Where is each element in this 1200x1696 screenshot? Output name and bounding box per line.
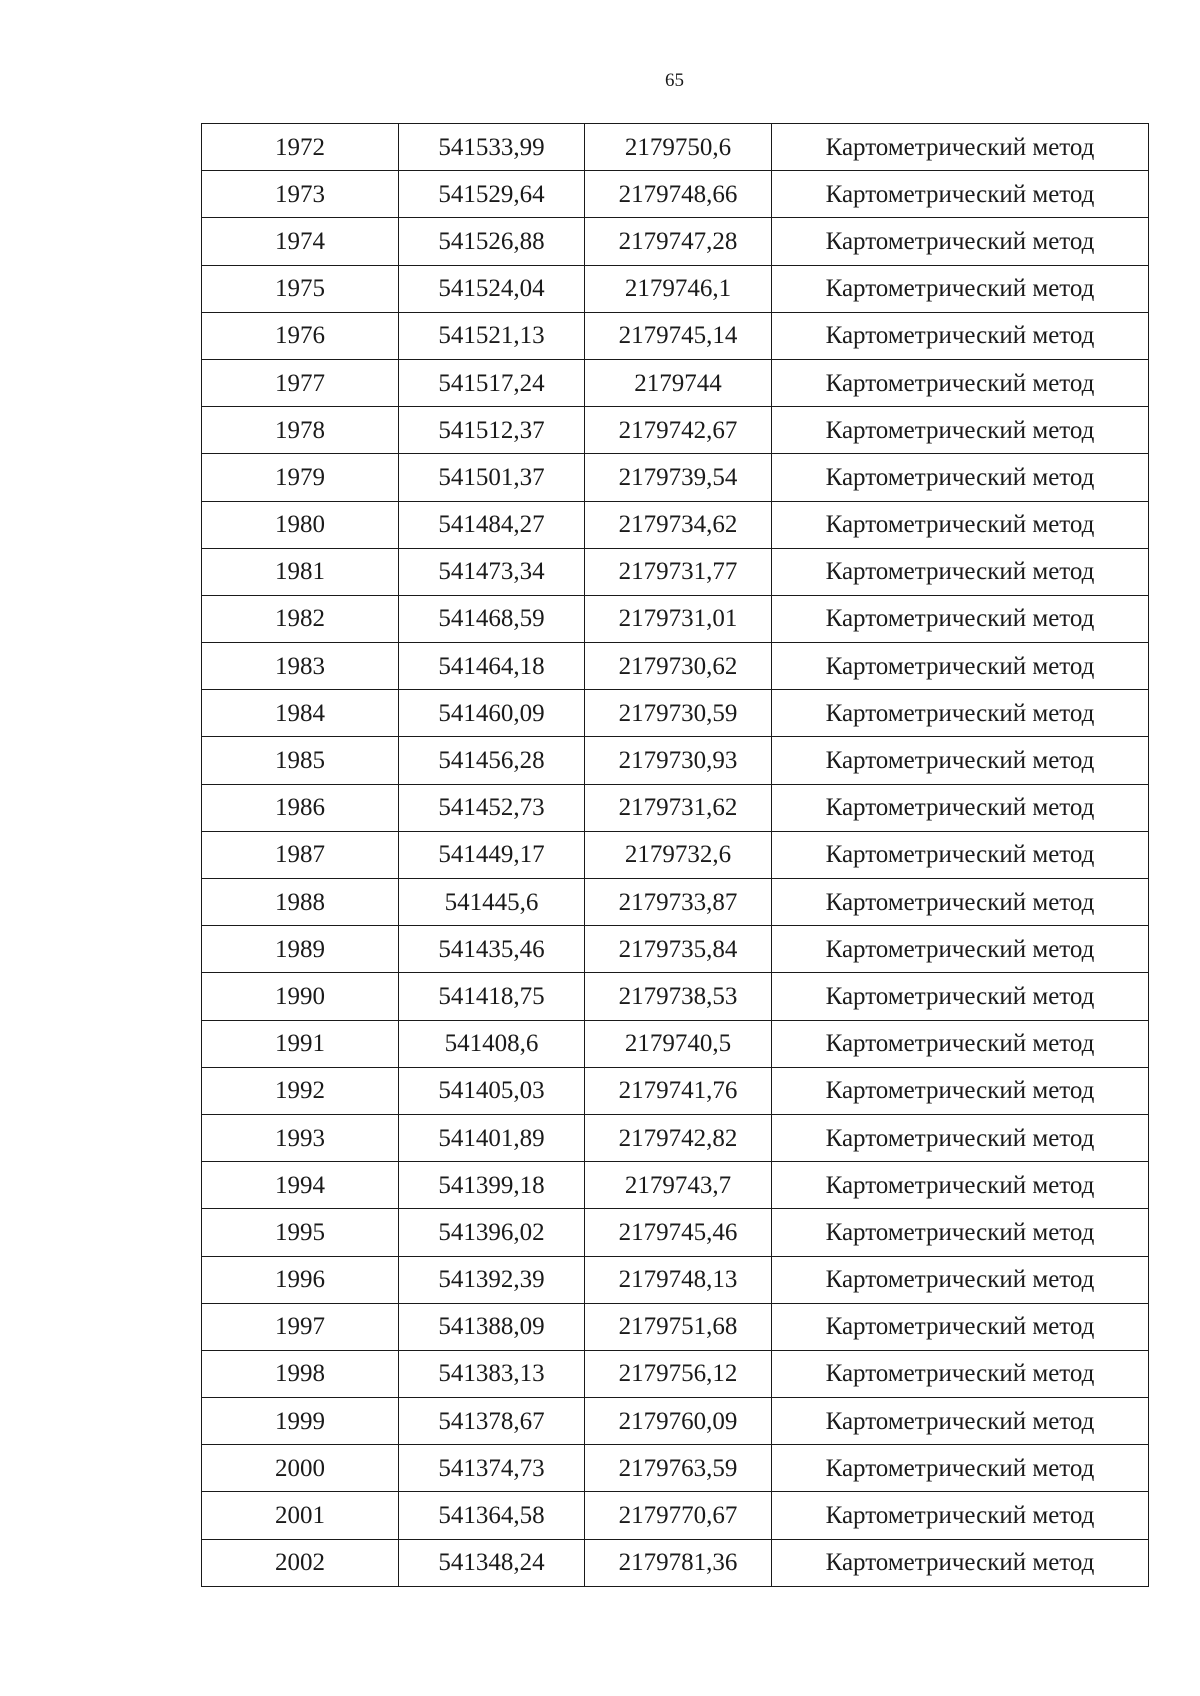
cell-y-coordinate: 2179750,6	[585, 124, 772, 171]
cell-method: Картометрический метод	[772, 265, 1149, 312]
table-row	[202, 1445, 1149, 1492]
cell-x-coordinate: 541364,58	[399, 1492, 585, 1539]
cell-point-number: 1996	[202, 1256, 399, 1303]
cell-x-coordinate: 541456,28	[399, 737, 585, 784]
cell-y-coordinate: 2179730,93	[585, 737, 772, 784]
cell-x-coordinate: 541399,18	[399, 1162, 585, 1209]
cell-method: Картометрический метод	[772, 312, 1149, 359]
cell-y-coordinate: 2179770,67	[585, 1492, 772, 1539]
table-row	[202, 595, 1149, 642]
cell-x-coordinate: 541521,13	[399, 312, 585, 359]
table-row	[202, 1492, 1149, 1539]
cell-point-number: 1986	[202, 784, 399, 831]
cell-y-coordinate: 2179734,62	[585, 501, 772, 548]
cell-y-coordinate: 2179744	[585, 359, 772, 406]
cell-method: Картометрический метод	[772, 1539, 1149, 1586]
cell-point-number: 2000	[202, 1445, 399, 1492]
cell-x-coordinate: 541526,88	[399, 218, 585, 265]
cell-x-coordinate: 541517,24	[399, 359, 585, 406]
cell-y-coordinate: 2179747,28	[585, 218, 772, 265]
cell-y-coordinate: 2179741,76	[585, 1067, 772, 1114]
cell-y-coordinate: 2179760,09	[585, 1398, 772, 1445]
cell-point-number: 1990	[202, 973, 399, 1020]
table-row	[202, 690, 1149, 737]
cell-point-number: 1995	[202, 1209, 399, 1256]
cell-y-coordinate: 2179748,66	[585, 171, 772, 218]
cell-point-number: 1998	[202, 1350, 399, 1397]
cell-method: Картометрический метод	[772, 218, 1149, 265]
table-row	[202, 973, 1149, 1020]
cell-y-coordinate: 2179745,14	[585, 312, 772, 359]
table-row	[202, 359, 1149, 406]
cell-y-coordinate: 2179763,59	[585, 1445, 772, 1492]
cell-method: Картометрический метод	[772, 690, 1149, 737]
cell-method: Картометрический метод	[772, 1492, 1149, 1539]
cell-point-number: 1978	[202, 407, 399, 454]
cell-point-number: 1975	[202, 265, 399, 312]
cell-method: Картометрический метод	[772, 1398, 1149, 1445]
cell-method: Картометрический метод	[772, 879, 1149, 926]
table-row	[202, 171, 1149, 218]
table-row	[202, 312, 1149, 359]
cell-x-coordinate: 541388,09	[399, 1303, 585, 1350]
cell-method: Картометрический метод	[772, 595, 1149, 642]
cell-x-coordinate: 541396,02	[399, 1209, 585, 1256]
cell-point-number: 1982	[202, 595, 399, 642]
cell-x-coordinate: 541512,37	[399, 407, 585, 454]
cell-y-coordinate: 2179746,1	[585, 265, 772, 312]
cell-y-coordinate: 2179730,59	[585, 690, 772, 737]
cell-x-coordinate: 541418,75	[399, 973, 585, 1020]
cell-y-coordinate: 2179742,67	[585, 407, 772, 454]
cell-y-coordinate: 2179733,87	[585, 879, 772, 926]
cell-point-number: 1979	[202, 454, 399, 501]
cell-y-coordinate: 2179731,01	[585, 595, 772, 642]
cell-method: Картометрический метод	[772, 1067, 1149, 1114]
table-row	[202, 407, 1149, 454]
coordinates-table	[201, 123, 1149, 1587]
cell-method: Картометрический метод	[772, 1445, 1149, 1492]
cell-x-coordinate: 541501,37	[399, 454, 585, 501]
cell-x-coordinate: 541383,13	[399, 1350, 585, 1397]
cell-y-coordinate: 2179751,68	[585, 1303, 772, 1350]
cell-method: Картометрический метод	[772, 737, 1149, 784]
cell-point-number: 1972	[202, 124, 399, 171]
cell-y-coordinate: 2179732,6	[585, 831, 772, 878]
cell-y-coordinate: 2179731,77	[585, 548, 772, 595]
cell-x-coordinate: 541468,59	[399, 595, 585, 642]
cell-x-coordinate: 541405,03	[399, 1067, 585, 1114]
cell-y-coordinate: 2179730,62	[585, 643, 772, 690]
cell-method: Картометрический метод	[772, 454, 1149, 501]
table-row	[202, 737, 1149, 784]
page-number: 65	[665, 70, 684, 91]
cell-x-coordinate: 541408,6	[399, 1020, 585, 1067]
table-row	[202, 548, 1149, 595]
cell-point-number: 1997	[202, 1303, 399, 1350]
cell-y-coordinate: 2179735,84	[585, 926, 772, 973]
table-row	[202, 1114, 1149, 1161]
cell-method: Картометрический метод	[772, 831, 1149, 878]
table-row	[202, 124, 1149, 171]
cell-y-coordinate: 2179738,53	[585, 973, 772, 1020]
cell-x-coordinate: 541401,89	[399, 1114, 585, 1161]
cell-method: Картометрический метод	[772, 1020, 1149, 1067]
cell-point-number: 1974	[202, 218, 399, 265]
cell-point-number: 1989	[202, 926, 399, 973]
table-row	[202, 1020, 1149, 1067]
table-row	[202, 1350, 1149, 1397]
table-row	[202, 1303, 1149, 1350]
cell-method: Картометрический метод	[772, 171, 1149, 218]
cell-x-coordinate: 541378,67	[399, 1398, 585, 1445]
cell-point-number: 1985	[202, 737, 399, 784]
cell-x-coordinate: 541460,09	[399, 690, 585, 737]
cell-x-coordinate: 541533,99	[399, 124, 585, 171]
cell-y-coordinate: 2179748,13	[585, 1256, 772, 1303]
table-row	[202, 454, 1149, 501]
table-row	[202, 501, 1149, 548]
cell-point-number: 1991	[202, 1020, 399, 1067]
cell-x-coordinate: 541348,24	[399, 1539, 585, 1586]
cell-method: Картометрический метод	[772, 973, 1149, 1020]
cell-y-coordinate: 2179731,62	[585, 784, 772, 831]
coordinates-table-body	[202, 124, 1149, 1587]
cell-method: Картометрический метод	[772, 1350, 1149, 1397]
cell-point-number: 1973	[202, 171, 399, 218]
cell-x-coordinate: 541374,73	[399, 1445, 585, 1492]
table-row	[202, 218, 1149, 265]
table-row	[202, 1067, 1149, 1114]
cell-point-number: 1980	[202, 501, 399, 548]
cell-x-coordinate: 541529,64	[399, 171, 585, 218]
table-row	[202, 784, 1149, 831]
cell-method: Картометрический метод	[772, 1114, 1149, 1161]
table-row	[202, 643, 1149, 690]
cell-x-coordinate: 541445,6	[399, 879, 585, 926]
cell-y-coordinate: 2179739,54	[585, 454, 772, 501]
table-row	[202, 831, 1149, 878]
cell-point-number: 2002	[202, 1539, 399, 1586]
table-row	[202, 1162, 1149, 1209]
cell-method: Картометрический метод	[772, 501, 1149, 548]
cell-method: Картометрический метод	[772, 1256, 1149, 1303]
cell-x-coordinate: 541484,27	[399, 501, 585, 548]
cell-y-coordinate: 2179740,5	[585, 1020, 772, 1067]
cell-y-coordinate: 2179756,12	[585, 1350, 772, 1397]
cell-method: Картометрический метод	[772, 1209, 1149, 1256]
cell-point-number: 1976	[202, 312, 399, 359]
cell-point-number: 1988	[202, 879, 399, 926]
cell-x-coordinate: 541392,39	[399, 1256, 585, 1303]
cell-x-coordinate: 541452,73	[399, 784, 585, 831]
cell-x-coordinate: 541435,46	[399, 926, 585, 973]
table-row	[202, 926, 1149, 973]
table-row	[202, 265, 1149, 312]
cell-x-coordinate: 541449,17	[399, 831, 585, 878]
cell-point-number: 1987	[202, 831, 399, 878]
cell-method: Картометрический метод	[772, 784, 1149, 831]
cell-y-coordinate: 2179742,82	[585, 1114, 772, 1161]
cell-method: Картометрический метод	[772, 926, 1149, 973]
cell-y-coordinate: 2179781,36	[585, 1539, 772, 1586]
cell-method: Картометрический метод	[772, 407, 1149, 454]
cell-method: Картометрический метод	[772, 1303, 1149, 1350]
cell-point-number: 1999	[202, 1398, 399, 1445]
cell-method: Картометрический метод	[772, 548, 1149, 595]
cell-point-number: 1977	[202, 359, 399, 406]
cell-point-number: 1983	[202, 643, 399, 690]
cell-point-number: 1981	[202, 548, 399, 595]
cell-point-number: 1984	[202, 690, 399, 737]
table-row	[202, 1398, 1149, 1445]
cell-method: Картометрический метод	[772, 1162, 1149, 1209]
cell-point-number: 1993	[202, 1114, 399, 1161]
cell-method: Картометрический метод	[772, 124, 1149, 171]
cell-x-coordinate: 541473,34	[399, 548, 585, 595]
cell-x-coordinate: 541524,04	[399, 265, 585, 312]
cell-y-coordinate: 2179745,46	[585, 1209, 772, 1256]
table-row	[202, 1209, 1149, 1256]
cell-method: Картометрический метод	[772, 643, 1149, 690]
cell-point-number: 1992	[202, 1067, 399, 1114]
table-row	[202, 1256, 1149, 1303]
cell-point-number: 1994	[202, 1162, 399, 1209]
cell-point-number: 2001	[202, 1492, 399, 1539]
cell-method: Картометрический метод	[772, 359, 1149, 406]
table-row	[202, 879, 1149, 926]
cell-x-coordinate: 541464,18	[399, 643, 585, 690]
table-row	[202, 1539, 1149, 1586]
cell-y-coordinate: 2179743,7	[585, 1162, 772, 1209]
